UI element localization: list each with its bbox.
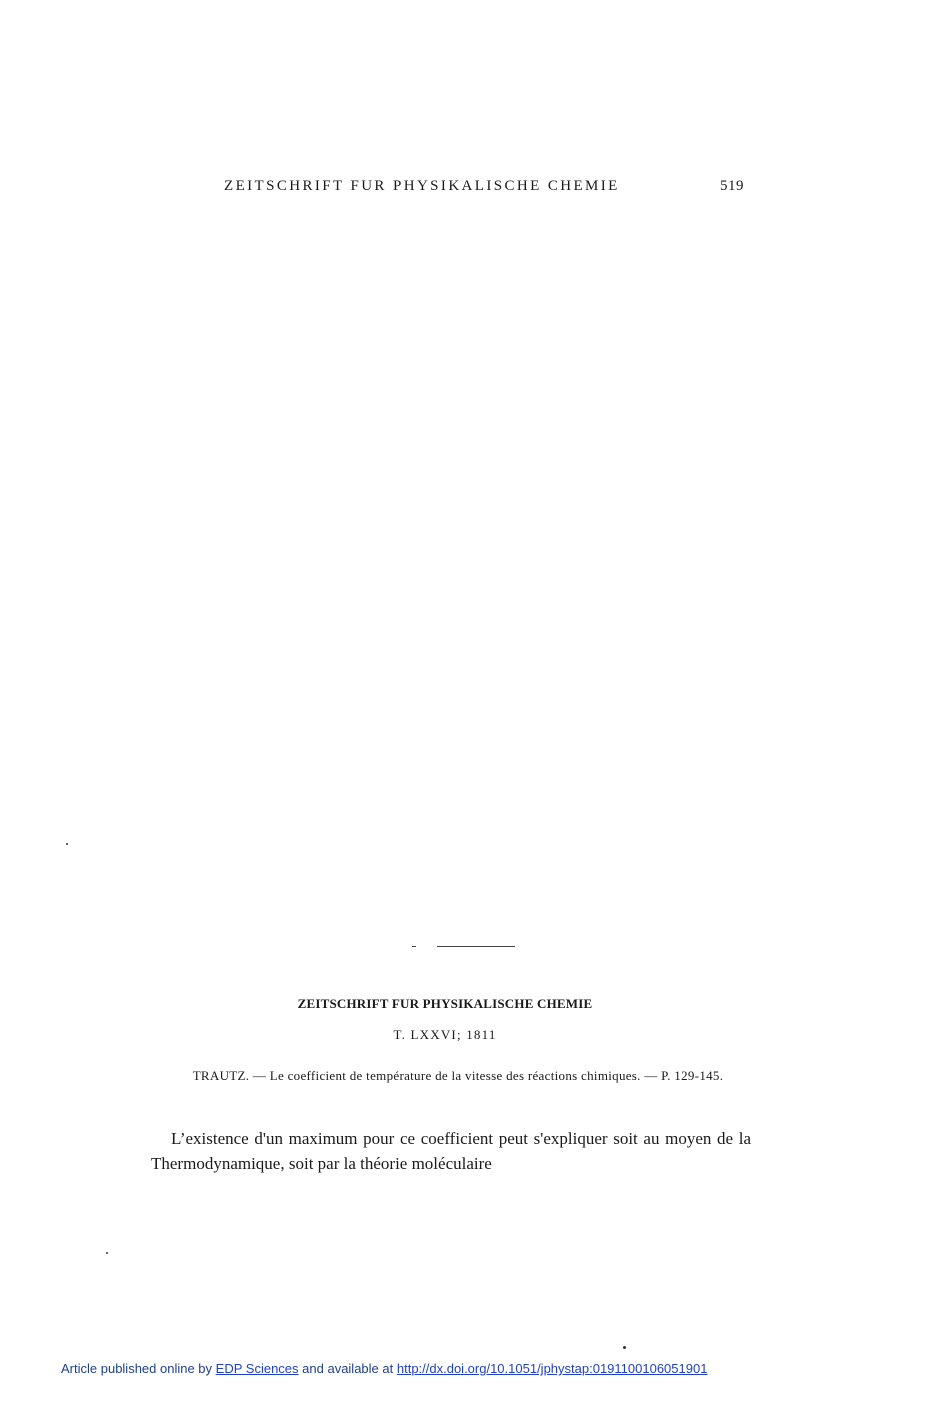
scan-speck bbox=[623, 1346, 626, 1349]
page-number: 519 bbox=[720, 178, 744, 194]
scan-speck bbox=[66, 843, 68, 845]
running-title: ZEITSCHRIFT FUR PHYSIKALISCHE CHEMIE bbox=[224, 178, 620, 194]
publisher-link[interactable]: EDP Sciences bbox=[215, 1361, 299, 1376]
footer-middle: and available at bbox=[302, 1361, 394, 1376]
publication-footer bbox=[61, 1361, 707, 1376]
abstract-heading: TRAUTZ. — Le coefficient de température de la vitesse des réactions chimiques. — P. 129-145. bbox=[192, 1068, 724, 1083]
footer-prefix: Article published online by bbox=[61, 1361, 213, 1376]
volume-line: T. LXXVI; 1811 bbox=[393, 1027, 497, 1042]
scan-speck bbox=[106, 1252, 108, 1254]
section-rule-dash bbox=[412, 946, 416, 947]
journal-title: ZEITSCHRIFT FUR PHYSIKALISCHE CHEMIE bbox=[297, 996, 593, 1011]
running-head bbox=[224, 178, 744, 195]
section-rule bbox=[437, 946, 515, 947]
doi-link[interactable]: http://dx.doi.org/10.1051/jphystap:0191100106051901 bbox=[396, 1361, 708, 1376]
body-paragraph: L’existence d'un maximum pour ce coefficient peut s'expliquer soit au moyen de la Thermodynamique, soit par la théorie moléculaire bbox=[151, 1129, 751, 1173]
